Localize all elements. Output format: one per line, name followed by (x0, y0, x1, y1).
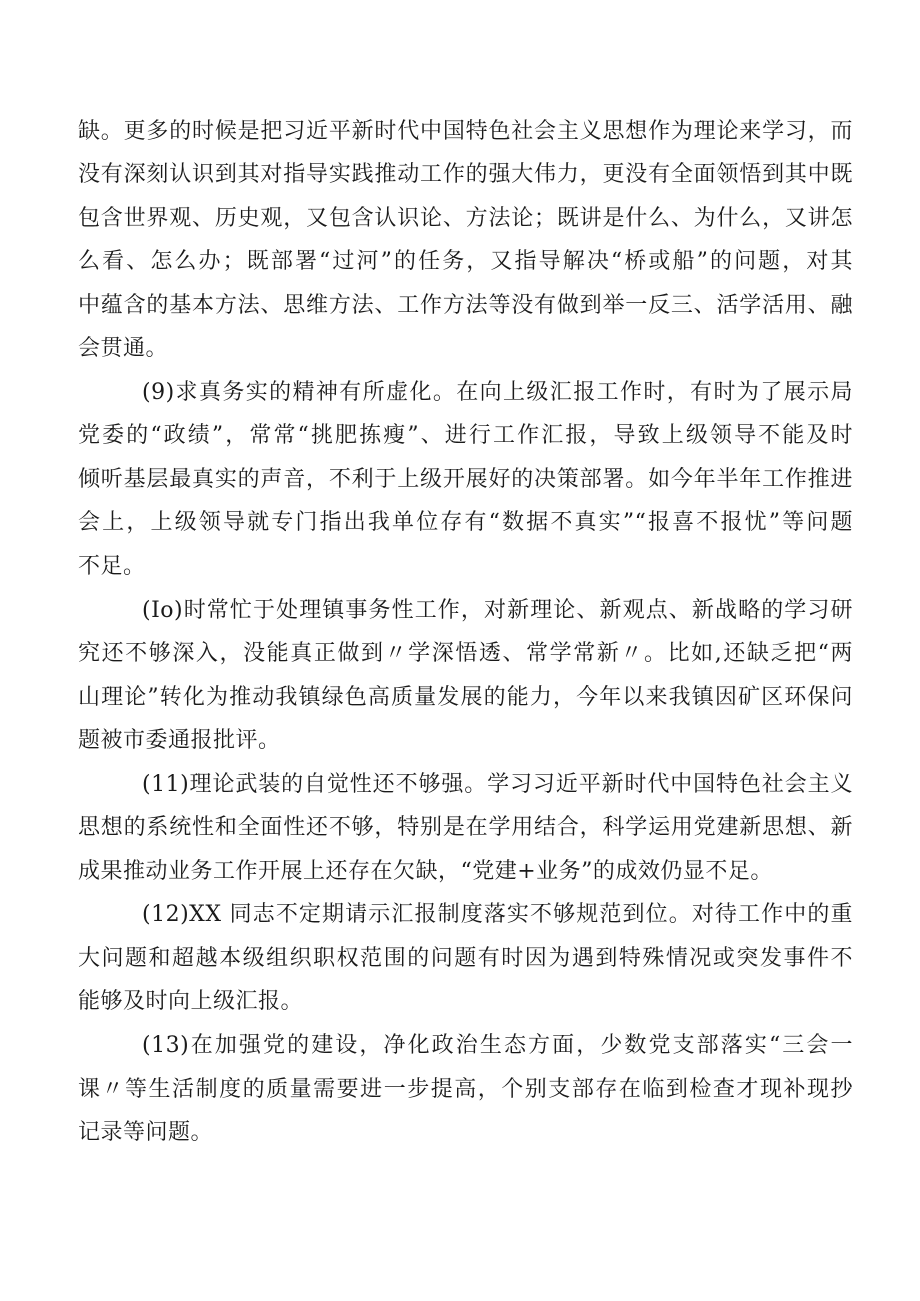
text-line: 没有深刻认识到其对指导实践推动工作的强大伟力，更没有全面领悟到其中既 (78, 162, 853, 187)
paragraph-11-first-line: (11)理论武装的自觉性还不够强。学习习近平新时代中国特色社会主义 (142, 772, 853, 797)
paragraph-9-first-line: (9)求真务实的精神有所虚化。在向上级汇报工作时，有时为了展示局 (142, 380, 853, 405)
text-line: 么看、怎么办；既部署“过河”的任务，又指导解决“桥或船”的问题，对其 (78, 249, 853, 274)
paragraph-13-first-line: (13)在加强党的建设，净化政治生态方面，少数党支部落实“三会一 (142, 1033, 853, 1058)
text-line: 不足。 (78, 554, 146, 579)
text-line: 中蕴含的基本方法、思维方法、工作方法等没有做到举一反三、活学活用、融 (78, 293, 853, 318)
text-line: 题被市委通报批评。 (78, 728, 281, 753)
text-line: 成果推动业务工作开展上还存在欠缺，“党建+业务”的成效仍显不足。 (78, 859, 773, 884)
paragraph-10-first-line: (Io)时常忙于处理镇事务性工作，对新理论、新观点、新战略的学习研 (142, 598, 853, 623)
text-line: 党委的“政绩”，常常“挑肥拣瘦”、进行工作汇报，导致上级领导不能及时 (78, 423, 853, 448)
text-line: 倾听基层最真实的声音，不利于上级开展好的决策部署。如今年半年工作推进 (78, 467, 853, 492)
text-line: 究还不够深入，没能真正做到〃学深悟透、常学常新〃。比如,还缺乏把“两 (78, 641, 853, 666)
text-line: 会贯通。 (78, 336, 169, 361)
paragraph-12-first-line: (12)XX 同志不定期请示汇报制度落实不够规范到位。对待工作中的重 (142, 902, 853, 927)
text-line: 山理论”转化为推动我镇绿色高质量发展的能力，今年以来我镇因矿区环保问 (78, 685, 853, 710)
text-line: 课〃等生活制度的质量需要进一步提高，个别支部存在临到检查才现补现抄 (78, 1077, 853, 1102)
text-line: 能够及时向上级汇报。 (78, 989, 304, 1014)
text-line: 记录等问题。 (78, 1120, 214, 1145)
text-line: 会上，上级领导就专门指出我单位存有“数据不真实”“报喜不报忧”等问题 (78, 510, 853, 535)
text-line: 思想的系统性和全面性还不够，特别是在学用结合，科学运用党建新思想、新 (78, 815, 853, 840)
text-line: 大问题和超越本级组织职权范围的问题有时因为遇到特殊情况或突发事件不 (78, 946, 853, 971)
text-line: 包含世界观、历史观，又包含认识论、方法论；既讲是什么、为什么，又讲怎 (78, 206, 853, 231)
text-line: 缺。更多的时候是把习近平新时代中国特色社会主义思想作为理论来学习，而 (78, 119, 853, 144)
